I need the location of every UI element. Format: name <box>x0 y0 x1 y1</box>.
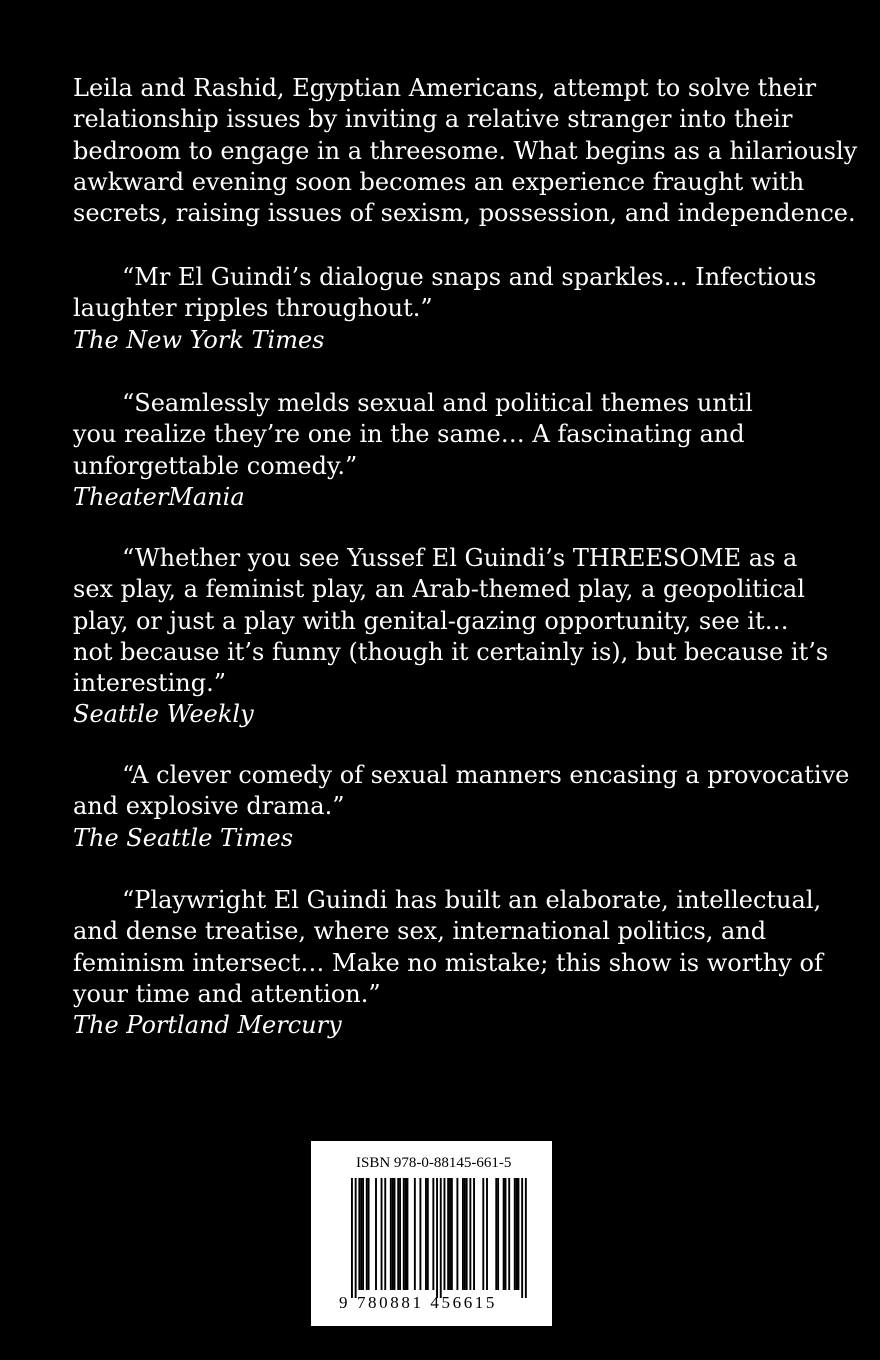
barcode-bar <box>447 1178 449 1290</box>
barcode-bar <box>486 1178 488 1290</box>
barcode-bar <box>405 1178 407 1290</box>
barcode-bar <box>360 1178 362 1290</box>
barcode-bar <box>469 1178 471 1290</box>
review-quote-line: and dense treatise, where sex, international politics, and <box>73 917 767 946</box>
barcode-bar <box>419 1178 421 1290</box>
review-quote-line: “Mr El Guindi’s dialogue snaps and sparkles… Infectious <box>122 263 817 291</box>
review-theatermania <box>73 388 808 513</box>
review-quote-line: “A clever comedy of sexual manners encasing a provocative <box>122 761 850 789</box>
review-source: The Portland Mercury <box>73 1011 342 1040</box>
synopsis-line: secrets, raising issues of sexism, possession, and independence. <box>73 199 856 228</box>
barcode-bar <box>521 1178 523 1298</box>
review-source: Seattle Weekly <box>73 700 254 729</box>
barcode-bar <box>518 1178 520 1290</box>
synopsis <box>73 73 858 229</box>
barcode-bar <box>351 1178 353 1298</box>
barcode-bar <box>427 1178 429 1290</box>
synopsis-line: awkward evening soon becomes an experience fraught with <box>73 167 805 196</box>
barcode-bar <box>368 1178 370 1290</box>
review-portland-mercury <box>73 885 823 1041</box>
barcode-bar <box>451 1178 453 1290</box>
review-quote-line: “Playwright El Guindi has built an elaborate, intellectual, <box>122 886 822 914</box>
barcode-bar <box>381 1178 383 1290</box>
barcode-bar <box>440 1178 442 1298</box>
barcode-bar <box>432 1178 434 1290</box>
isbn-label: ISBN 978-0-88145-661-5 <box>356 1155 512 1171</box>
barcode-bar <box>495 1178 497 1290</box>
barcode-bar <box>464 1178 466 1290</box>
synopsis-line: bedroom to engage in a threesome. What begins as a hilariously <box>73 136 858 165</box>
review-source: TheaterMania <box>73 482 245 511</box>
review-quote-line: unforgettable comedy.” <box>73 451 358 480</box>
barcode-bar <box>390 1178 392 1290</box>
review-quote-line: feminism intersect… Make no mistake; this show is worthy of <box>73 948 823 977</box>
barcode-digits: 9 780881 456615 <box>339 1293 497 1312</box>
review-quote-line: sex play, a feminist play, an Arab-themed play, a geopolitical <box>73 575 805 604</box>
isbn-barcode <box>311 1141 552 1326</box>
barcode-bar <box>403 1178 405 1290</box>
review-quote-line: your time and attention.” <box>73 979 381 1008</box>
barcode-bar <box>462 1178 464 1290</box>
barcode-bar <box>355 1178 357 1298</box>
review-quote-line: laughter ripples throughout.” <box>73 294 433 323</box>
barcode-bar <box>366 1178 368 1290</box>
review-quote-line: “Seamlessly melds sexual and political themes until <box>122 389 753 417</box>
review-seattle-weekly <box>73 543 829 731</box>
barcode-bar <box>394 1178 396 1290</box>
barcode-bar <box>444 1178 446 1290</box>
barcode-bar <box>362 1178 364 1290</box>
barcode-bar <box>425 1178 427 1290</box>
barcode-bar <box>473 1178 475 1290</box>
review-nyt <box>73 262 817 356</box>
barcode-bar <box>436 1178 438 1298</box>
barcode-bar <box>497 1178 499 1290</box>
barcode-bar <box>503 1178 505 1290</box>
review-quote-line: interesting.” <box>73 669 227 698</box>
barcode-bar <box>516 1178 518 1290</box>
barcode-bar <box>449 1178 451 1290</box>
barcode-bar <box>508 1178 510 1290</box>
review-seattle-times <box>73 760 850 854</box>
review-quote-line: you realize they’re one in the same… A fascinating and <box>73 420 745 449</box>
barcode-bar <box>514 1178 516 1290</box>
review-quote-line: play, or just a play with genital-gazing opportunity, see it… <box>73 606 789 635</box>
barcode-bar <box>399 1178 401 1290</box>
barcode-bar <box>397 1178 399 1290</box>
synopsis-line: Leila and Rashid, Egyptian Americans, attempt to solve their <box>73 74 817 102</box>
review-quote-line: and explosive drama.” <box>73 792 345 821</box>
review-source: The Seattle Times <box>73 823 294 852</box>
barcode-bar <box>392 1178 394 1290</box>
barcode-bar <box>414 1178 416 1290</box>
barcode-bar <box>525 1178 527 1298</box>
barcode-bar <box>407 1178 409 1290</box>
review-quote-line: not because it’s funny (though it certainly is), but because it’s <box>73 637 829 666</box>
barcode-bar <box>505 1178 507 1290</box>
review-source: The New York Times <box>73 325 325 354</box>
barcode-bar <box>482 1178 484 1290</box>
review-quote-line: “Whether you see Yussef El Guindi’s THREESOME as a <box>122 544 798 572</box>
barcode-bar <box>466 1178 468 1290</box>
synopsis-line: relationship issues by inviting a relative stranger into their <box>73 105 793 134</box>
barcode-bar <box>456 1178 458 1290</box>
barcode-bar <box>358 1178 360 1290</box>
barcode-bar <box>375 1178 377 1290</box>
barcode-bar <box>384 1178 386 1290</box>
